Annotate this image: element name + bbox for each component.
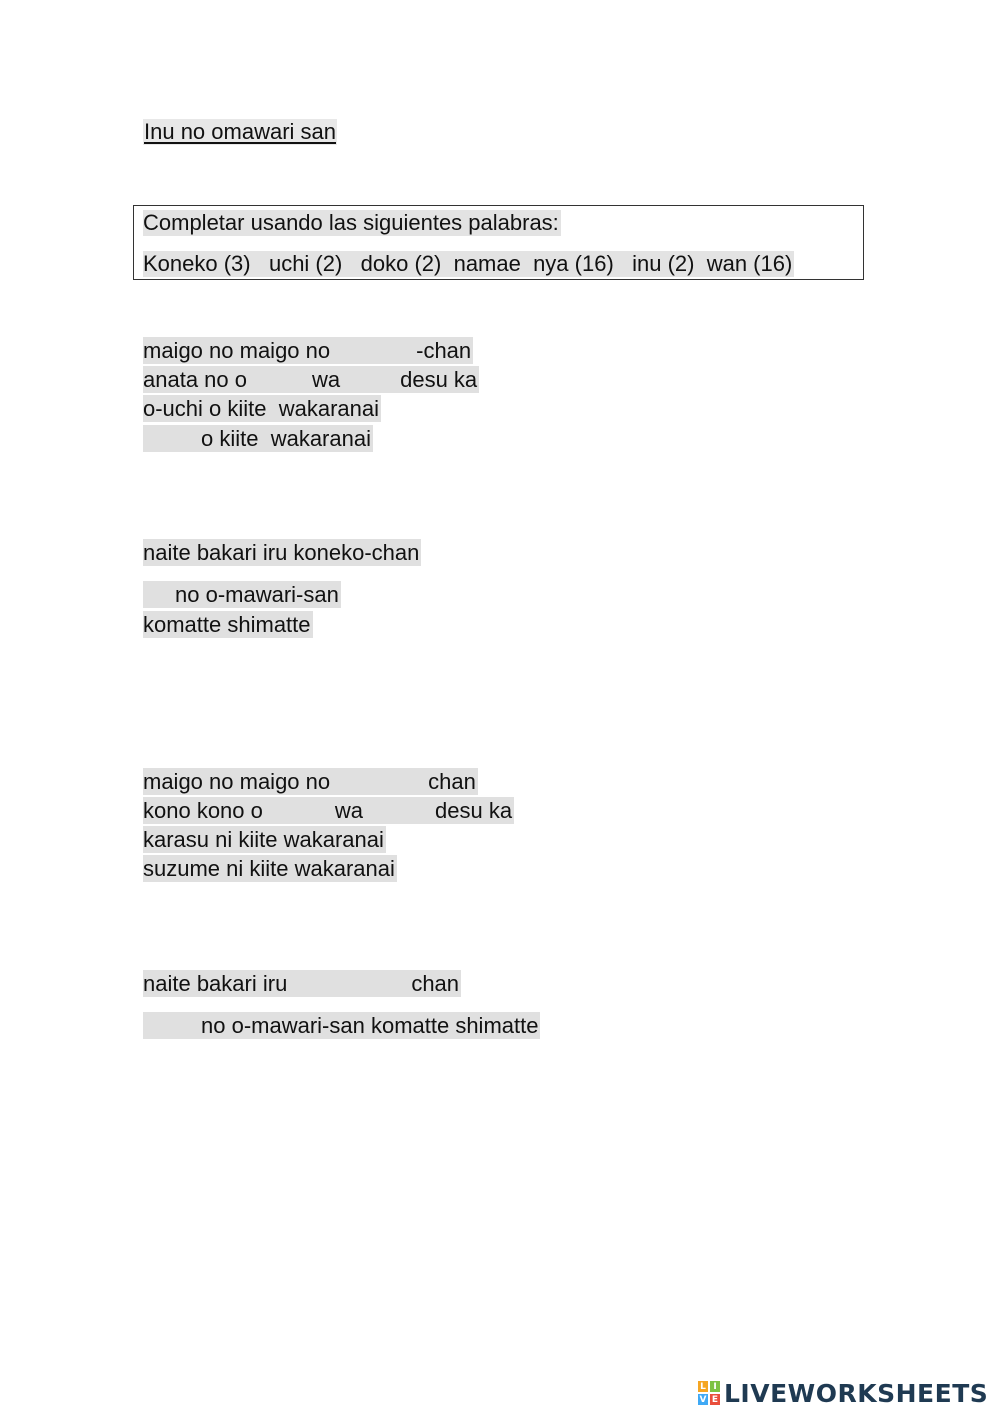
verse1-line1 [143,337,473,364]
blank-field[interactable] [330,341,416,363]
verse3-line2-text-b: wa [334,798,363,823]
verse3-line1-text-a: maigo no maigo no [143,769,331,794]
verse1-line2-text-b: wa [311,367,341,392]
verse3-line1 [143,768,478,795]
blank-field[interactable] [363,801,435,823]
verse3-line2-text-c: desu ka [435,798,513,823]
verse1-line4-text: o kiite wakaranai [201,426,371,451]
blank-field[interactable] [340,370,400,392]
blank-field[interactable] [247,370,312,392]
verse1-line1-text-a: maigo no maigo no [143,338,331,363]
page-title: Inu no omawari san [144,119,336,144]
blank-field[interactable] [143,1016,201,1038]
verse4-line1 [143,970,461,997]
liveworksheets-logo [697,1376,988,1410]
blank-field[interactable] [287,974,411,996]
verse2-line3: komatte shimatte [143,612,311,637]
verse3-line2-text-a: kono kono o [143,798,263,823]
verse2-line2 [143,581,341,608]
blank-field[interactable] [330,772,428,794]
blank-field[interactable] [143,429,201,451]
verse2-line2-text: no o-mawari-san [175,582,339,607]
verse1-line2 [143,366,479,393]
verse3-line3: karasu ni kiite wakaranai [143,827,384,852]
verse4-line2 [143,1012,540,1039]
liveworksheets-logo-icon [697,1380,721,1406]
word-bank-box [133,205,864,280]
verse4-line1-text-b: chan [411,971,460,996]
verse4-line1-text-a: naite bakari iru [143,971,288,996]
blank-field[interactable] [263,801,335,823]
verse1-line3: o-uchi o kiite wakaranai [143,396,380,421]
blank-field[interactable] [143,585,175,607]
logo-icon-cell-v: V [697,1393,709,1406]
verse1-line2-text-c: desu ka [400,367,478,392]
logo-icon-cell-e: E [709,1393,721,1406]
logo-icon-cell-l: L [697,1380,709,1393]
word-bank-instruction: Completar usando las siguientes palabras: [143,210,559,235]
verse3-line2 [143,797,514,824]
verse2-line1: naite bakari iru koneko-chan [143,540,420,565]
verse3-line1-text-b: chan [428,769,476,794]
word-bank-words: Koneko (3) uchi (2) doko (2) namae nya (16) inu (2) wan (16) [143,251,793,276]
verse3-line4: suzume ni kiite wakaranai [143,856,395,881]
logo-icon-cell-i: I [709,1380,721,1393]
verse4-line2-text: no o-mawari-san komatte shimatte [201,1013,539,1038]
verse1-line2-text-a: anata no o [143,367,247,392]
verse1-line1-text-b: -chan [416,338,472,363]
verse1-line4 [143,425,373,452]
liveworksheets-logo-text: LIVEWORKSHEETS [724,1378,989,1408]
